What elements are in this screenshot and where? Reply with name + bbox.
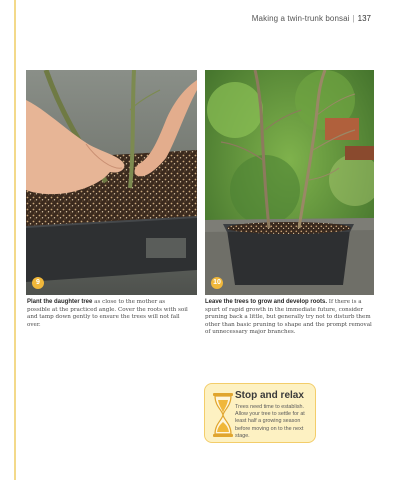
tip-box xyxy=(204,383,316,443)
running-head-title: Making a twin-trunk bonsai xyxy=(251,14,350,23)
caption-lead: Leave the trees to grow and develop roots. xyxy=(205,299,328,305)
page-number: 137 xyxy=(357,14,371,23)
caption-step-10 xyxy=(205,299,375,337)
step-badge: 10 xyxy=(211,277,223,289)
planting-photo-illustration xyxy=(26,70,197,295)
caption-lead: Plant the daughter tree xyxy=(27,299,93,305)
running-head xyxy=(252,14,371,23)
caption-text: as close to the mother as possible at the practiced angle. Cover the roots with soil and tamp down gently to ensure the trees will not fall over. xyxy=(27,299,188,328)
margin-rule xyxy=(14,0,16,480)
photo-grown-trees xyxy=(205,70,374,295)
hourglass-icon xyxy=(210,392,236,438)
photo-planting xyxy=(26,70,197,295)
tip-body: Trees need time to establish. Allow your tree to settle for at least half a growing season before moving on to the next stage. xyxy=(235,404,305,439)
tip-title: Stop and relax xyxy=(235,390,304,401)
caption-step-9 xyxy=(27,299,190,329)
caption-text: If there is a spurt of rapid growth in the immediate future, consider pruning back a little, but generally try not to disturb them other than basic pruning to shape and the prompt removal of unnecessary major branches. xyxy=(205,299,372,336)
grown-trees-photo-illustration xyxy=(205,70,374,295)
step-badge: 9 xyxy=(32,277,44,289)
running-head-separator: | xyxy=(352,14,355,23)
